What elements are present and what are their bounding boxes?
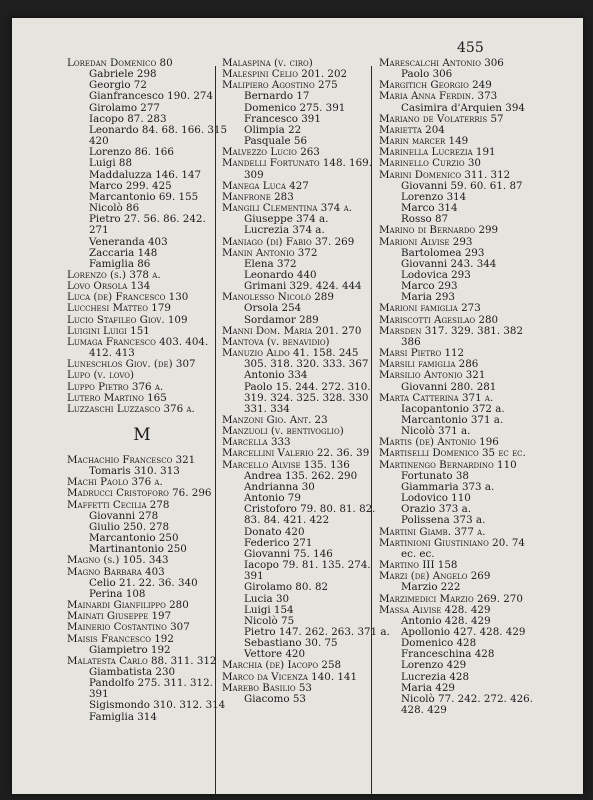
index-entry: Marinello Curzio 30 [379, 157, 481, 170]
index-entry: Lupo (v. lovo) [67, 369, 135, 382]
index-subentry: Leonardo 84. 68. 166. 315 [89, 123, 228, 136]
page-number: 455 [457, 40, 484, 56]
index-column-1 [67, 57, 228, 723]
index-subentry: Lorenzo 86. 166 [89, 146, 174, 159]
index-entry: Marescalchi Antonio 306 [379, 57, 504, 69]
index-entry: Luigini Luigi 151 [67, 324, 150, 337]
index-subentry: Famiglia 86 [89, 257, 151, 270]
index-entry: Marinella Lucrezia 191 [379, 146, 496, 159]
index-subentry: Tomaris 310. 313 [89, 465, 180, 478]
index-subentry: 319. 324. 325. 328. 330 [244, 391, 369, 404]
index-subentry: Lorenzo 429 [401, 659, 467, 672]
index-subentry: Lucrezia 374 a. [244, 224, 325, 237]
index-subentry: Celio 21. 22. 36. 340 [89, 576, 198, 589]
index-entry: Machi Paolo 376 a. [67, 476, 163, 489]
index-subentry: Marco 293 [401, 280, 458, 293]
index-subentry: Lodovica 293 [401, 268, 471, 281]
index-subentry: Marco 314 [401, 202, 458, 215]
index-subentry: Apollonio 427. 428. 429 [401, 625, 526, 638]
index-entry: Marzi (de) Angelo 269 [379, 570, 491, 583]
index-entry: Martino III 158 [379, 559, 458, 572]
index-entry: Manin Antonio 372 [222, 246, 318, 259]
index-subentry: Antonio 79 [244, 492, 301, 505]
index-entry: Malaspina (v. ciro) [222, 57, 313, 69]
index-subentry: Giulio 250. 278 [89, 520, 170, 533]
index-subentry: Gianfrancesco 190. 274 [89, 90, 214, 103]
index-entry: Marcellini Valerio 22. 36. 39 [222, 447, 370, 460]
index-subentry: Martinantonio 250 [89, 543, 187, 556]
index-subentry: Lucrezia 428 [401, 670, 470, 683]
index-entry: Martini Giamb. 377 a. [379, 525, 486, 538]
index-subentry: Grimani 329. 424. 444 [244, 280, 362, 293]
index-subentry: Maria 293 [401, 291, 455, 304]
index-entry: Marco da Vicenza 140. 141 [222, 670, 358, 683]
index-subentry: Georgio 72 [89, 79, 147, 92]
index-subentry: Marcantonio 250 [89, 532, 179, 545]
index-entry: Massa Alvise 428. 429 [379, 603, 491, 616]
index-entry: Luneschlos Giov. (de) 307 [67, 358, 196, 371]
index-entry: Manfrone 283 [222, 190, 294, 203]
index-subentry: ec. ec. [401, 547, 435, 560]
index-subentry: Lorenzo 314 [401, 190, 467, 203]
index-subentry: Girolamo 277 [89, 101, 160, 114]
index-entry: Martinengo Bernardino 110 [379, 458, 517, 471]
index-subentry: 420 [89, 135, 109, 148]
index-entry: Marchia (de) Iacopo 258 [222, 659, 342, 672]
index-subentry: Fortunato 38 [401, 469, 469, 482]
index-entry: Maisis Francesco 192 [67, 632, 174, 645]
index-subentry: Perina 108 [89, 587, 146, 600]
index-entry: Marietta 204 [379, 123, 445, 136]
index-entry: Lovo Orsola 134 [67, 280, 151, 293]
index-subentry: Franceschina 428 [401, 648, 495, 661]
index-entry: Marta Catterina 371 a. [379, 391, 494, 404]
index-subentry: Rosso 87 [401, 213, 449, 226]
index-subentry: Pietro 147. 262. 263. 371 a. [244, 625, 390, 638]
index-entry: Marino di Bernardo 299 [379, 224, 499, 237]
index-subentry: Casimira d'Arquien 394 [401, 101, 525, 114]
index-entry: Marebo Basilio 53 [222, 681, 312, 694]
index-subentry: Elena 372 [244, 257, 297, 270]
index-subentry: Pandolfo 275. 311. 312. [89, 677, 213, 690]
index-entry: Marzimedici Marzio 269. 270 [379, 592, 523, 605]
index-subentry: Antonio 428. 429 [401, 614, 491, 627]
index-subentry: 305. 318. 320. 333. 367 [244, 358, 369, 371]
index-entry: Manzoni Gio. Ant. 23 [222, 414, 328, 426]
index-entry: Marioni Alvise 293 [379, 235, 473, 248]
index-subentry: 271 [89, 224, 109, 237]
index-entry: Maria Anna Ferdin. 373 [379, 90, 498, 103]
index-subentry: Nicolò 77. 242. 272. 426. [401, 692, 534, 705]
index-column-2 [222, 57, 390, 705]
index-subentry: Paolo 15. 244. 272. 310. [244, 380, 371, 393]
index-entry: Machachio Francesco 321 [67, 454, 196, 466]
index-subentry: Sebastiano 30. 75 [244, 637, 338, 650]
index-entry: Marcello Alvise 135. 136 [222, 458, 350, 471]
index-entry: Lutero Martino 165 [67, 391, 167, 404]
index-subentry: Giacomo 53 [244, 692, 306, 705]
index-entry: Malvezzo Lucio 263 [222, 146, 320, 159]
index-subentry: Nicolò 86 [89, 202, 140, 215]
index-entry: Martiselli Domenico 35 ec ec. [379, 447, 526, 460]
index-subentry: 83. 84. 421. 422 [244, 514, 330, 527]
index-subentry: Giovanni 59. 60. 61. 87 [401, 179, 523, 192]
index-entry: Magno (s.) 105. 343 [67, 554, 169, 567]
index-subentry: Giampietro 192 [89, 643, 171, 656]
index-subentry: Iacopo 87. 283 [89, 112, 167, 125]
index-entry: Mainati Giuseppe 197 [67, 610, 172, 623]
book-page [12, 18, 583, 794]
index-entry: Luppo Pietro 376 a. [67, 380, 164, 393]
index-subentry: Leonardo 440 [244, 268, 317, 281]
index-entry: Lumaga Francesco 403. 404. [67, 335, 209, 348]
index-entry: Lucchesi Matteo 179 [67, 302, 171, 315]
index-entry: Mainerio Costantino 307 [67, 621, 190, 634]
index-entry: Malatesta Carlo 88. 311. 312 [67, 654, 217, 667]
index-subentry: Donato 420 [244, 525, 305, 538]
index-subentry: Marzio 222 [401, 581, 461, 594]
index-subentry: 412. 413 [89, 347, 135, 360]
index-entry: Manolesso Nicolò 289 [222, 291, 334, 304]
index-entry: Marsili famiglia 286 [379, 358, 479, 371]
index-subentry: Bernardo 17 [244, 90, 310, 103]
index-subentry: Pasquale 56 [244, 135, 308, 148]
index-subentry: Federico 271 [244, 536, 313, 549]
index-subentry: Veneranda 403 [89, 235, 168, 248]
index-subentry: Vettore 420 [244, 648, 306, 661]
index-subentry: Nicolò 371 a. [401, 425, 471, 438]
index-subentry: Giovanni 75. 146 [244, 547, 333, 560]
index-subentry: Giovanni 243. 344 [401, 257, 497, 270]
index-entry: Marcella 333 [222, 436, 291, 449]
index-subentry: Luigi 88 [89, 157, 133, 170]
index-entry: Manuzio Aldo 41. 158. 245 [222, 347, 359, 360]
index-entry: Loredan Domenico 80 [67, 57, 173, 69]
index-subentry: Domenico 275. 391 [244, 101, 346, 114]
index-entry: Mangili Clementina 374 a. [222, 202, 352, 215]
index-entry: Mariano de Volaterris 57 [379, 112, 504, 125]
index-subentry: Francesco 391 [244, 112, 321, 125]
index-entry: Mainardi Gianfilippo 280 [67, 599, 189, 612]
index-subentry: Girolamo 80. 82 [244, 581, 329, 594]
index-subentry: 391 [244, 570, 264, 583]
index-entry: Marsi Pietro 112 [379, 347, 465, 360]
index-subentry: Bartolomea 293 [401, 246, 485, 259]
index-subentry: Andrea 135. 262. 290 [244, 469, 358, 482]
index-subentry: Marco 299. 425 [89, 179, 172, 192]
section-letter-heading: M [133, 425, 151, 445]
index-entry: Malipiero Agostino 275 [222, 79, 338, 92]
index-subentry: Giammaria 373 a. [401, 480, 495, 493]
index-subentry: Orazio 373 a. [401, 503, 472, 516]
index-entry: Margitich Georgio 249 [379, 79, 492, 92]
index-subentry: Domenico 428 [401, 637, 477, 650]
index-subentry: Giovanni 278 [89, 509, 159, 522]
index-subentry: Marcantonio 69. 155 [89, 190, 199, 203]
index-subentry: Giuseppe 374 a. [244, 213, 329, 226]
index-entry: Marsden 317. 329. 381. 382 [379, 324, 524, 337]
index-subentry: Giovanni 280. 281 [401, 380, 497, 393]
index-entry: Manzuoli (v. bentivoglio) [222, 425, 344, 438]
index-subentry: Pietro 27. 56. 86. 242. [89, 213, 206, 226]
index-subentry: Olimpia 22 [244, 123, 302, 136]
index-entry: Manega Luca 427 [222, 179, 309, 192]
index-subentry: Andrianna 30 [244, 480, 315, 493]
index-subentry: Lodovico 110 [401, 492, 471, 505]
index-subentry: Zaccaria 148 [89, 246, 158, 259]
index-subentry: Gabriele 298 [89, 68, 157, 81]
index-entry: Malespini Celio 201. 202 [222, 68, 348, 81]
index-subentry: Sigismondo 310. 312. 314 [89, 699, 226, 712]
index-subentry: Giambatista 230 [89, 665, 176, 678]
index-entry: Magno Barbara 403 [67, 565, 165, 578]
index-entry: Luca (de) Francesco 130 [67, 291, 189, 304]
index-subentry: Maria 429 [401, 681, 455, 694]
index-entry: Marsilio Antonio 321 [379, 369, 486, 382]
index-entry: Martis (de) Antonio 196 [379, 436, 499, 449]
index-entry: Luzzaschi Luzzasco 376 a. [67, 402, 195, 415]
index-entry: Manni Dom. Maria 201. 270 [222, 324, 362, 337]
index-entry: Maffetti Cecilia 278 [67, 498, 170, 511]
index-subentry: Marcantonio 371 a. [401, 414, 504, 426]
index-subentry: Orsola 254 [244, 302, 302, 315]
index-subentry: 428. 429 [401, 704, 447, 717]
index-subentry: Iacopantonio 372 a. [401, 402, 505, 415]
index-entry: Lucio Stafileo Giov. 109 [67, 313, 188, 326]
index-entry: Madrucci Cristoforo 76. 296 [67, 487, 212, 500]
index-subentry: Cristoforo 79. 80. 81. 82. [244, 503, 376, 516]
index-entry: Marin marcer 149 [379, 135, 469, 148]
index-entry: Mariscotti Agesilao 280 [379, 313, 499, 326]
index-subentry: Nicolò 75 [244, 614, 295, 627]
index-entry: Mantova (v. benavidio) [222, 335, 330, 348]
index-subentry: Paolo 306 [401, 68, 453, 81]
index-subentry: Sordamor 289 [244, 313, 319, 326]
index-subentry: Maddaluzza 146. 147 [89, 168, 202, 181]
index-subentry: Famiglia 314 [89, 710, 157, 723]
index-subentry: 386 [401, 335, 421, 348]
index-subentry: 331. 334 [244, 402, 290, 415]
index-subentry: Iacopo 79. 81. 135. 274. [244, 559, 371, 572]
index-subentry: Luigi 154 [244, 603, 294, 616]
index-entry: Martinioni Giustiniano 20. 74 [379, 536, 525, 549]
index-entry: Maniago (di) Fabio 37. 269 [222, 235, 355, 248]
index-subentry: Antonio 334 [244, 369, 308, 382]
index-subentry: 309 [244, 168, 264, 181]
index-entry: Marini Domenico 311. 312 [379, 168, 511, 181]
index-subentry: Polissena 373 a. [401, 514, 486, 527]
index-entry: Mandelli Fortunato 148. 169. [222, 157, 372, 170]
index-entry: Lorenzo (s.) 378 a. [67, 268, 161, 281]
index-column-3 [379, 58, 539, 716]
index-subentry: Lucia 30 [244, 592, 290, 605]
index-subentry: 391 [89, 688, 109, 701]
index-entry: Marioni famiglia 273 [379, 302, 481, 315]
